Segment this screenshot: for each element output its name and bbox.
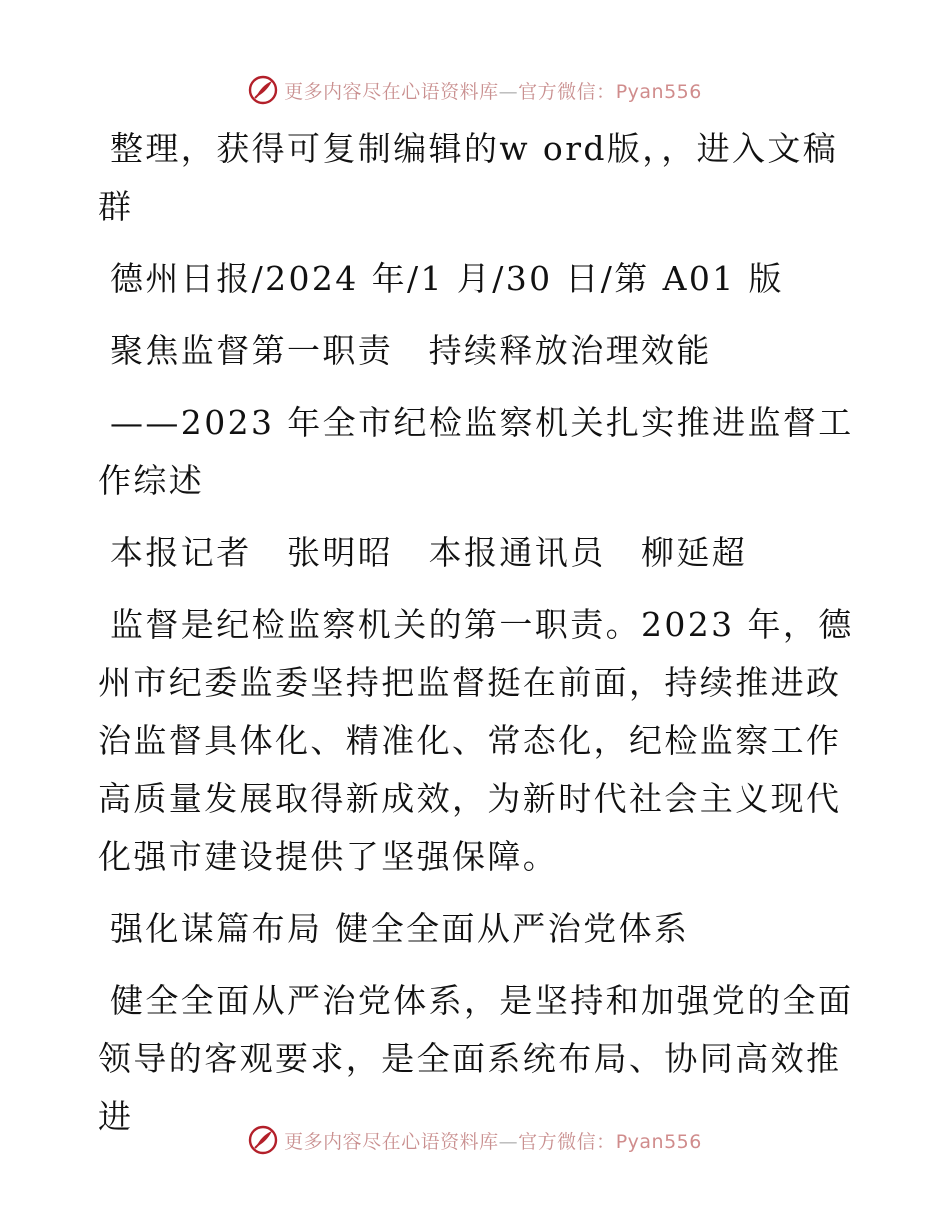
watermark-text: 更多内容尽在心语资料库—官方微信：Pyan556: [284, 80, 702, 103]
feather-pen-logo-icon: [248, 75, 278, 105]
body-paragraph: 健全全面从严治党体系，是坚持和加强党的全面领导的客观要求，是全面系统布局、协同高效推进: [98, 981, 854, 1136]
byline: 本报记者 张明昭 本报通讯员 柳延超: [110, 533, 748, 572]
section-heading: 强化谋篇布局 健全全面从严治党体系: [110, 909, 690, 948]
article-title: 聚焦监督第一职责 持续释放治理效能: [110, 331, 712, 370]
article-subtitle: ——2023 年全市纪检监察机关扎实推进监督工作综述: [98, 403, 854, 500]
intro-note: 整理，获得可复制编辑的w ord版，，进入文稿群: [98, 129, 839, 226]
footer-watermark: [0, 1122, 950, 1158]
feather-pen-logo-icon: [248, 1125, 278, 1155]
publication-info: 德州日报/2024 年/1 月/30 日/第 A01 版: [110, 259, 784, 298]
header-watermark: [0, 72, 950, 108]
lead-paragraph: 监督是纪检监察机关的第一职责。2023 年，德州市纪委监委坚持把监督挺在前面，持续推进政治监督具体化、精准化、常态化，纪检监察工作高质量发展取得新成效，为新时代社会主义现代化强市建设提供了坚强保障。: [98, 605, 854, 876]
document-body: [98, 120, 858, 1146]
watermark-text: 更多内容尽在心语资料库—官方微信：Pyan556: [284, 1130, 702, 1153]
